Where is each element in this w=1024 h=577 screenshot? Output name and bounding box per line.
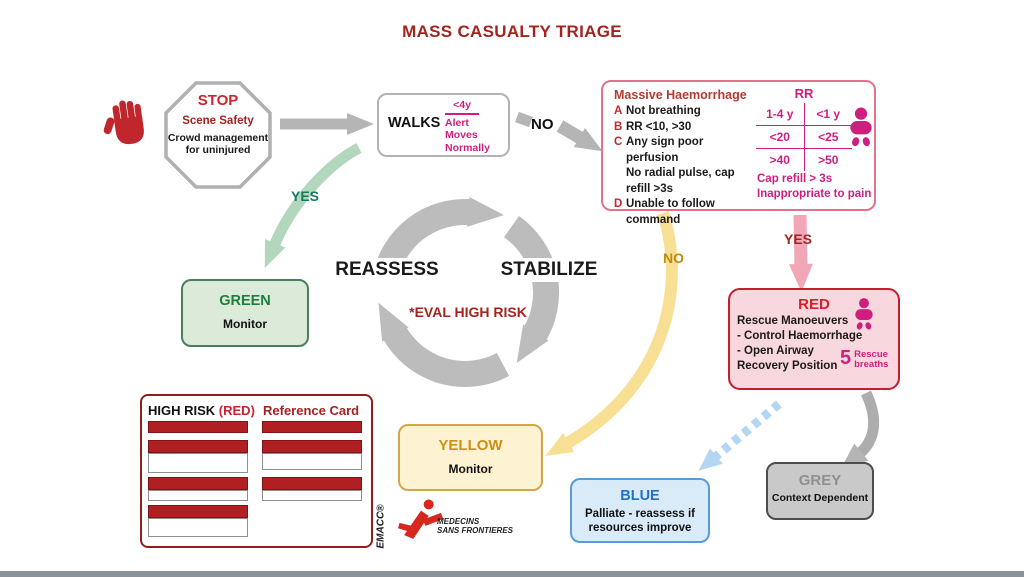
card-field bbox=[148, 518, 248, 537]
page-title: MASS CASUALTY TRIAGE bbox=[402, 22, 622, 41]
assessment-title: Massive Haemorrhage bbox=[614, 88, 747, 102]
yellow-title: YELLOW bbox=[438, 437, 503, 454]
label-no-yellow: NO bbox=[663, 250, 684, 266]
item-letter: C bbox=[614, 136, 623, 148]
blue-line2: resources improve bbox=[588, 522, 692, 534]
card-field bbox=[148, 453, 248, 473]
item-letter bbox=[614, 166, 626, 197]
rr-col-header: <1 y bbox=[804, 103, 853, 125]
card-bar bbox=[262, 440, 362, 453]
card-title-left bbox=[148, 403, 255, 418]
item-text: RR <10, >30 bbox=[626, 120, 692, 133]
card-field bbox=[148, 490, 248, 501]
msf-line2: SANS FRONTIERES bbox=[437, 525, 514, 535]
grey-title: GREY bbox=[798, 472, 842, 489]
red-action: Rescue Manoeuvers bbox=[737, 315, 849, 327]
red-action: - Control Haemorrhage bbox=[737, 330, 863, 342]
rr-col-header: 1-4 y bbox=[766, 107, 794, 121]
cycle-label-eval-high-risk: *EVAL HIGH RISK bbox=[409, 304, 527, 320]
rr-value: >40 bbox=[769, 153, 790, 167]
blue-title: BLUE bbox=[620, 488, 660, 504]
arrow-red-to-grey bbox=[859, 393, 874, 454]
cycle-arc-bottom bbox=[394, 331, 504, 374]
label-yes-red: YES bbox=[784, 231, 813, 247]
msf-logo-text bbox=[437, 518, 513, 535]
emacc-credit: EMACC® bbox=[375, 504, 387, 549]
stop-hand-icon bbox=[103, 96, 153, 152]
rr-value: <20 bbox=[769, 130, 790, 144]
card-bar bbox=[148, 505, 248, 518]
label-yes-green: YES bbox=[291, 188, 320, 204]
rr-table-header: RR bbox=[794, 86, 814, 101]
item-letter: D bbox=[614, 198, 623, 210]
assessment-items bbox=[614, 104, 754, 228]
arrow-red-to-blue-dashed bbox=[714, 404, 779, 458]
card-bar bbox=[262, 477, 362, 490]
rr-value: <25 bbox=[804, 126, 853, 148]
stop-line2: for uninjured bbox=[185, 144, 251, 156]
item-text: Unable to follow command bbox=[626, 198, 715, 226]
card-title-red: (RED) bbox=[218, 403, 255, 418]
red-action: - Open Airway bbox=[737, 345, 814, 357]
rr-value: >50 bbox=[804, 149, 853, 171]
grey-node bbox=[766, 462, 874, 520]
breaths-count: 5 bbox=[840, 347, 852, 369]
walks-criterion: Normally bbox=[445, 141, 490, 154]
arrow-no-to-yellow bbox=[566, 213, 672, 444]
footer-line2: Inappropriate to pain bbox=[757, 188, 872, 200]
msf-line1: MEDECINS bbox=[437, 517, 480, 526]
cycle-label-reassess: REASSESS bbox=[325, 258, 449, 282]
walks-criterion: Moves bbox=[445, 129, 478, 141]
item-letter: A bbox=[614, 105, 623, 117]
card-field bbox=[262, 453, 362, 470]
label-no-walks: NO bbox=[531, 116, 554, 133]
window-bottom-edge bbox=[0, 571, 1024, 577]
assessment-footer bbox=[757, 172, 871, 202]
breaths-word: breaths bbox=[854, 359, 889, 370]
green-subtitle: Monitor bbox=[223, 317, 267, 331]
footer-line1: Cap refill > 3s bbox=[757, 173, 833, 185]
blue-line1: Palliate - reassess if bbox=[585, 508, 695, 520]
cycle-label-stabilize: STABILIZE bbox=[487, 258, 611, 282]
item-text: Not breathing bbox=[626, 105, 701, 117]
stop-line1: Crowd management bbox=[167, 132, 269, 144]
walks-criterion: Alert bbox=[445, 116, 469, 129]
stop-subtitle: Scene Safety bbox=[182, 115, 254, 127]
card-title-right: Reference Card bbox=[263, 403, 360, 418]
item-text: No radial pulse, cap refill >3s bbox=[626, 167, 735, 195]
card-bar bbox=[148, 477, 248, 490]
card-field bbox=[262, 490, 362, 501]
walks-age: <4y bbox=[445, 99, 479, 115]
rescue-breaths bbox=[840, 348, 888, 370]
red-title: RED bbox=[798, 296, 830, 313]
item-letter: B bbox=[614, 120, 623, 133]
card-title-black: HIGH RISK bbox=[148, 403, 216, 418]
arrow-walks-no-stub bbox=[517, 117, 531, 122]
arrow-walks-no-to-assessment bbox=[560, 126, 582, 139]
yellow-subtitle: Monitor bbox=[448, 462, 493, 476]
baby-icon bbox=[851, 297, 877, 331]
walks-label: WALKS bbox=[388, 115, 441, 131]
grey-subtitle: Context Dependent bbox=[771, 492, 869, 504]
stop-title: STOP bbox=[197, 92, 239, 109]
green-node bbox=[181, 279, 309, 347]
item-text: Any sign poor perfusion bbox=[626, 136, 704, 164]
baby-icon bbox=[845, 106, 877, 148]
card-bar bbox=[148, 440, 248, 453]
walks-paediatric-criteria bbox=[445, 99, 490, 154]
yellow-node bbox=[398, 424, 543, 491]
card-bar bbox=[148, 421, 248, 433]
blue-node bbox=[570, 478, 710, 543]
card-bar bbox=[262, 421, 362, 433]
rr-table bbox=[756, 103, 852, 171]
breaths-word: Rescue bbox=[854, 349, 888, 360]
stop-node bbox=[163, 92, 273, 156]
green-title: GREEN bbox=[219, 293, 271, 309]
red-action: Recovery Position bbox=[737, 360, 838, 372]
